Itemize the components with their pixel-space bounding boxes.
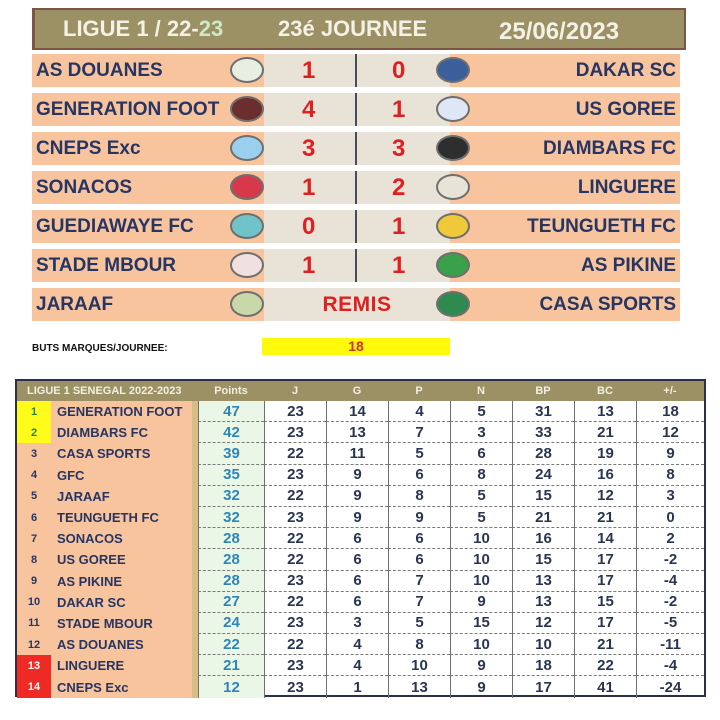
rank-cell: 2 — [17, 422, 51, 443]
rank-cell: 5 — [17, 486, 51, 507]
lost-cell: 7 — [388, 592, 450, 613]
score-divider — [355, 171, 357, 204]
goals-against-cell: 22 — [574, 655, 636, 676]
home-team-name: JARAAF — [36, 293, 114, 315]
drawn-cell: 10 — [450, 634, 512, 655]
drawn-cell: 9 — [450, 676, 512, 697]
drawn-cell: 10 — [450, 571, 512, 592]
played-cell: 23 — [264, 465, 326, 486]
results-header — [32, 8, 686, 50]
goals-for-cell: 15 — [512, 486, 574, 507]
score-divider — [355, 93, 357, 126]
rank-cell: 4 — [17, 465, 51, 486]
score-cell — [264, 249, 450, 282]
goals-against-cell: 15 — [574, 592, 636, 613]
lost-cell: 6 — [388, 549, 450, 570]
lost-cell: 13 — [388, 676, 450, 697]
home-score: 1 — [302, 174, 316, 201]
won-cell: 6 — [326, 571, 388, 592]
rank-cell: 8 — [17, 549, 51, 570]
goals-against-cell: 19 — [574, 443, 636, 464]
goal-difference-cell: 0 — [636, 507, 704, 528]
won-cell: 6 — [326, 592, 388, 613]
score-cell — [264, 54, 450, 87]
rank-cell: 6 — [17, 507, 51, 528]
goals-for-cell: 18 — [512, 655, 574, 676]
played-cell: 22 — [264, 486, 326, 507]
lost-cell: 10 — [388, 655, 450, 676]
home-team-logo-icon — [230, 252, 264, 278]
goals-label: BUTS MARQUES/JOURNEE: — [32, 342, 168, 354]
goals-for-cell: 13 — [512, 571, 574, 592]
played-cell: 23 — [264, 613, 326, 634]
home-team-cell — [32, 54, 264, 87]
points-cell: 47 — [198, 401, 264, 422]
lost-cell: 4 — [388, 401, 450, 422]
rank-cell: 7 — [17, 528, 51, 549]
team-name-cell: AS PIKINE — [51, 571, 198, 592]
home-team-name: GENERATION FOOT — [36, 98, 220, 120]
table-row — [17, 401, 704, 422]
match-row — [32, 132, 680, 165]
away-team-logo-icon — [436, 174, 470, 200]
drawn-cell: 5 — [450, 507, 512, 528]
table-row — [17, 655, 704, 676]
drawn-cell: 6 — [450, 443, 512, 464]
lost-cell: 9 — [388, 507, 450, 528]
goal-difference-cell: -4 — [636, 571, 704, 592]
goals-against-cell: 21 — [574, 634, 636, 655]
drawn-cell: 8 — [450, 465, 512, 486]
team-name-cell: CNEPS Exc — [51, 676, 198, 697]
lost-cell: 8 — [388, 486, 450, 507]
goals-for-cell: 17 — [512, 676, 574, 697]
team-name-cell: DIAMBARS FC — [51, 422, 198, 443]
match-result: REMIS — [322, 292, 392, 316]
points-cell: 21 — [198, 655, 264, 676]
away-team-logo-icon — [436, 252, 470, 278]
home-team-name: STADE MBOUR — [36, 254, 177, 276]
away-score: 0 — [392, 57, 406, 84]
away-team-cell — [450, 93, 680, 126]
team-name-cell: AS DOUANES — [51, 634, 198, 655]
team-name-cell: US GOREE — [51, 549, 198, 570]
won-cell: 3 — [326, 613, 388, 634]
away-team-name: AS PIKINE — [580, 254, 676, 276]
away-team-name: US GOREE — [575, 98, 676, 120]
away-team-cell — [450, 210, 680, 243]
score-cell — [264, 171, 450, 204]
goals-against-cell: 21 — [574, 422, 636, 443]
table-row — [17, 528, 704, 549]
score-cell — [264, 210, 450, 243]
score-cell — [264, 93, 450, 126]
goal-difference-cell: -4 — [636, 655, 704, 676]
standings-table — [15, 379, 706, 697]
won-cell: 4 — [326, 655, 388, 676]
goal-difference-cell: 2 — [636, 528, 704, 549]
drawn-cell: 10 — [450, 549, 512, 570]
round-label: 23é JOURNEE — [278, 16, 428, 41]
home-team-cell — [32, 93, 264, 126]
match-row — [32, 249, 680, 282]
home-team-logo-icon — [230, 57, 264, 83]
goal-difference-cell: -2 — [636, 592, 704, 613]
team-name-cell: JARAAF — [51, 486, 198, 507]
away-score: 1 — [392, 96, 406, 123]
away-team-name: DIAMBARS FC — [543, 137, 676, 159]
home-score: 1 — [302, 57, 316, 84]
home-team-logo-icon — [230, 291, 264, 317]
goals-for-cell: 24 — [512, 465, 574, 486]
played-cell: 23 — [264, 422, 326, 443]
points-cell: 28 — [198, 571, 264, 592]
home-team-cell — [32, 132, 264, 165]
drawn-cell: 9 — [450, 655, 512, 676]
table-row — [17, 613, 704, 634]
won-cell: 6 — [326, 528, 388, 549]
home-score: 0 — [302, 213, 316, 240]
points-cell: 32 — [198, 507, 264, 528]
points-cell: 28 — [198, 528, 264, 549]
score-cell — [264, 132, 450, 165]
goal-difference-cell: -11 — [636, 634, 704, 655]
played-cell: 23 — [264, 571, 326, 592]
rank-cell: 9 — [17, 571, 51, 592]
league-season: LIGUE 1 / 22-23 — [63, 16, 224, 41]
points-cell: 24 — [198, 613, 264, 634]
match-row — [32, 54, 680, 87]
played-cell: 23 — [264, 655, 326, 676]
team-name-cell: STADE MBOUR — [51, 613, 198, 634]
away-score: 3 — [392, 135, 406, 162]
home-score: 4 — [302, 96, 316, 123]
col-goals-for: BP — [535, 385, 551, 397]
won-cell: 9 — [326, 486, 388, 507]
goal-difference-cell: 18 — [636, 401, 704, 422]
col-won: G — [352, 385, 362, 397]
home-team-logo-icon — [230, 135, 264, 161]
home-team-name: AS DOUANES — [36, 59, 163, 81]
goals-for-cell: 15 — [512, 549, 574, 570]
goals-for-cell: 12 — [512, 613, 574, 634]
col-goals-against: BC — [597, 385, 613, 397]
match-row — [32, 93, 680, 126]
standings-header — [17, 381, 704, 401]
points-cell: 35 — [198, 465, 264, 486]
goals-against-cell: 14 — [574, 528, 636, 549]
rank-cell: 14 — [17, 676, 51, 697]
home-team-name: SONACOS — [36, 176, 133, 198]
home-team-logo-icon — [230, 174, 264, 200]
away-score: 2 — [392, 174, 406, 201]
away-team-name: DAKAR SC — [575, 59, 676, 81]
away-team-logo-icon — [436, 135, 470, 161]
home-score: 3 — [302, 135, 316, 162]
goals-against-cell: 17 — [574, 613, 636, 634]
points-cell: 28 — [198, 549, 264, 570]
col-points: Points — [214, 385, 248, 397]
points-cell: 32 — [198, 486, 264, 507]
goals-against-cell: 16 — [574, 465, 636, 486]
home-team-logo-icon — [230, 96, 264, 122]
lost-cell: 5 — [388, 443, 450, 464]
drawn-cell: 15 — [450, 613, 512, 634]
drawn-cell: 5 — [450, 401, 512, 422]
goals-for-cell: 10 — [512, 634, 574, 655]
won-cell: 14 — [326, 401, 388, 422]
goal-difference-cell: 12 — [636, 422, 704, 443]
drawn-cell: 10 — [450, 528, 512, 549]
home-team-cell — [32, 210, 264, 243]
away-team-logo-icon — [436, 213, 470, 239]
away-team-name: LINGUERE — [577, 176, 676, 198]
home-score: 1 — [302, 252, 316, 279]
away-score: 1 — [392, 252, 406, 279]
team-name-cell: GENERATION FOOT — [51, 401, 198, 422]
score-cell — [264, 288, 450, 321]
table-row — [17, 676, 704, 697]
played-cell: 22 — [264, 592, 326, 613]
team-name-cell: TEUNGUETH FC — [51, 507, 198, 528]
played-cell: 23 — [264, 401, 326, 422]
rank-cell: 11 — [17, 613, 51, 634]
home-team-name: GUEDIAWAYE FC — [36, 215, 194, 237]
points-cell: 42 — [198, 422, 264, 443]
rank-cell: 10 — [17, 592, 51, 613]
goals-value: 18 — [262, 338, 450, 355]
goal-difference-cell: -24 — [636, 676, 704, 697]
away-team-cell — [450, 54, 680, 87]
table-row — [17, 571, 704, 592]
goals-for-cell: 33 — [512, 422, 574, 443]
goal-difference-cell: 3 — [636, 486, 704, 507]
table-row — [17, 549, 704, 570]
col-played: J — [291, 385, 299, 397]
lost-cell: 6 — [388, 465, 450, 486]
score-divider — [355, 132, 357, 165]
won-cell: 4 — [326, 634, 388, 655]
table-row — [17, 465, 704, 486]
away-team-cell — [450, 288, 680, 321]
table-row — [17, 634, 704, 655]
table-row — [17, 486, 704, 507]
goals-for-cell: 13 — [512, 592, 574, 613]
played-cell: 22 — [264, 549, 326, 570]
team-name-cell: LINGUERE — [51, 655, 198, 676]
away-team-name: CASA SPORTS — [539, 293, 676, 315]
won-cell: 13 — [326, 422, 388, 443]
score-divider — [355, 249, 357, 282]
col-drawn: N — [477, 385, 485, 397]
goals-for-cell: 21 — [512, 507, 574, 528]
rank-cell: 3 — [17, 443, 51, 464]
goals-for-cell: 28 — [512, 443, 574, 464]
table-row — [17, 422, 704, 443]
won-cell: 9 — [326, 465, 388, 486]
away-team-cell — [450, 132, 680, 165]
points-cell: 22 — [198, 634, 264, 655]
match-date: 25/06/2023 — [499, 18, 620, 45]
away-team-cell — [450, 171, 680, 204]
played-cell: 23 — [264, 676, 326, 697]
team-name-cell: GFC — [51, 465, 198, 486]
lost-cell: 5 — [388, 613, 450, 634]
lost-cell: 7 — [388, 422, 450, 443]
standings-title: LIGUE 1 SENEGAL 2022-2023 — [27, 385, 182, 397]
won-cell: 9 — [326, 507, 388, 528]
played-cell: 23 — [264, 507, 326, 528]
drawn-cell: 3 — [450, 422, 512, 443]
team-name-cell: SONACOS — [51, 528, 198, 549]
table-row — [17, 443, 704, 464]
won-cell: 11 — [326, 443, 388, 464]
away-team-logo-icon — [436, 291, 470, 317]
home-team-logo-icon — [230, 213, 264, 239]
won-cell: 1 — [326, 676, 388, 697]
col-goal-difference: +/- — [663, 385, 677, 397]
goals-against-cell: 12 — [574, 486, 636, 507]
played-cell: 22 — [264, 634, 326, 655]
drawn-cell: 9 — [450, 592, 512, 613]
goal-difference-cell: -5 — [636, 613, 704, 634]
goals-summary — [32, 338, 452, 358]
points-cell: 12 — [198, 676, 264, 697]
match-row — [32, 288, 680, 321]
goals-for-cell: 31 — [512, 401, 574, 422]
played-cell: 22 — [264, 528, 326, 549]
rank-cell: 13 — [17, 655, 51, 676]
home-team-cell — [32, 288, 264, 321]
home-team-cell — [32, 171, 264, 204]
played-cell: 22 — [264, 443, 326, 464]
goals-for-cell: 16 — [512, 528, 574, 549]
away-team-logo-icon — [436, 96, 470, 122]
goals-against-cell: 17 — [574, 571, 636, 592]
rank-cell: 12 — [17, 634, 51, 655]
home-team-cell — [32, 249, 264, 282]
won-cell: 6 — [326, 549, 388, 570]
lost-cell: 8 — [388, 634, 450, 655]
match-row — [32, 210, 680, 243]
lost-cell: 6 — [388, 528, 450, 549]
goal-difference-cell: 9 — [636, 443, 704, 464]
goals-against-cell: 41 — [574, 676, 636, 697]
standings-body — [17, 401, 704, 698]
goals-against-cell: 17 — [574, 549, 636, 570]
table-row — [17, 507, 704, 528]
goal-difference-cell: 8 — [636, 465, 704, 486]
score-divider — [355, 54, 357, 87]
score-divider — [355, 210, 357, 243]
lost-cell: 7 — [388, 571, 450, 592]
team-name-cell: CASA SPORTS — [51, 443, 198, 464]
goals-against-cell: 13 — [574, 401, 636, 422]
match-row — [32, 171, 680, 204]
goals-against-cell: 21 — [574, 507, 636, 528]
col-lost: P — [415, 385, 423, 397]
away-team-logo-icon — [436, 57, 470, 83]
away-team-name: TEUNGUETH FC — [527, 215, 676, 237]
points-cell: 27 — [198, 592, 264, 613]
table-row — [17, 592, 704, 613]
rank-cell: 1 — [17, 401, 51, 422]
away-team-cell — [450, 249, 680, 282]
away-score: 1 — [392, 213, 406, 240]
goal-difference-cell: -2 — [636, 549, 704, 570]
team-name-cell: DAKAR SC — [51, 592, 198, 613]
points-cell: 39 — [198, 443, 264, 464]
drawn-cell: 5 — [450, 486, 512, 507]
home-team-name: CNEPS Exc — [36, 137, 141, 159]
